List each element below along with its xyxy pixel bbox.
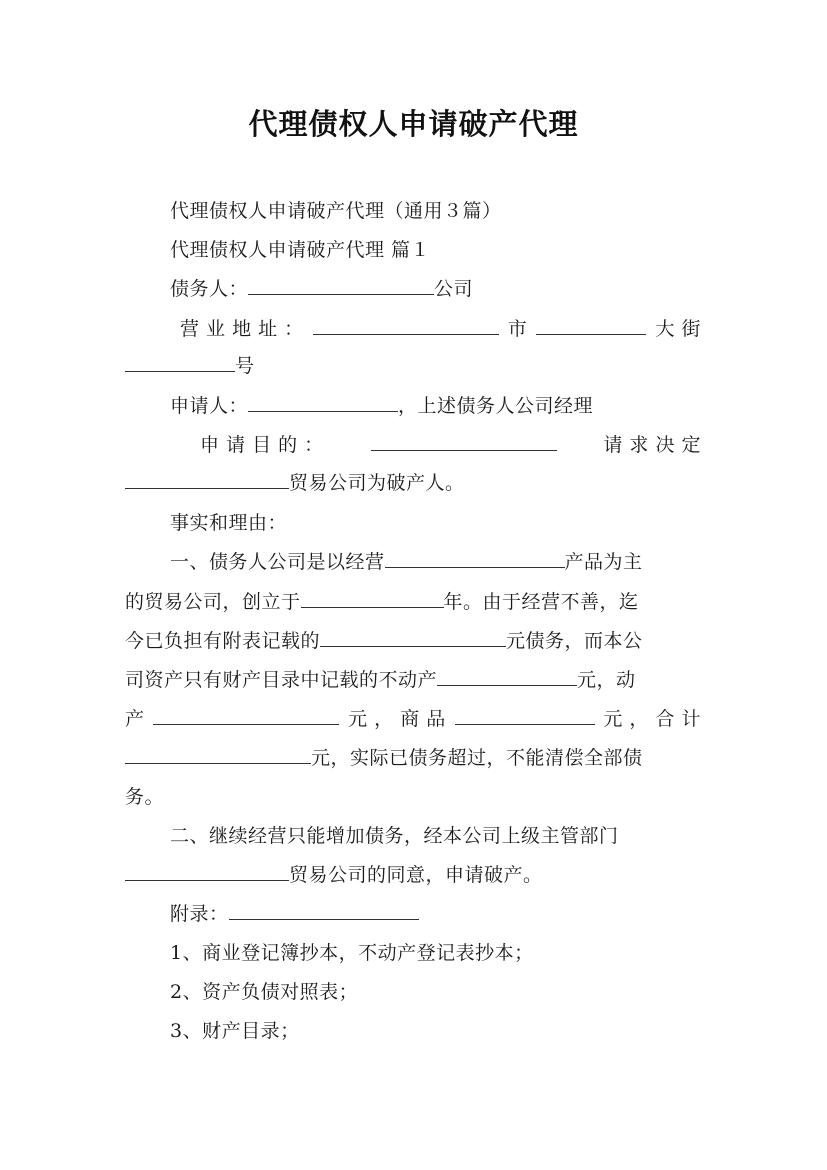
address-street: 大 街	[655, 318, 701, 340]
p1-l4-text: 司资产只有财产目录中记载的不动产	[125, 669, 438, 691]
p1-line-4	[125, 667, 636, 693]
p1-l5-end: 元 ， 合 计	[603, 708, 701, 730]
appendix-item-3: 3、财产目录；	[170, 1020, 300, 1042]
debtor-line	[170, 276, 473, 302]
address-blank-3	[125, 353, 235, 372]
debtor-blank	[248, 276, 434, 295]
purpose-blank-1	[371, 432, 557, 451]
address-label: 营 业 地 址 ：	[180, 318, 304, 340]
debtor-label: 债务人：	[170, 278, 249, 300]
p1-l3-end: 元债务，而本公	[506, 630, 643, 652]
p1-l6-text: 元，实际已债务超过，不能清偿全部债	[311, 747, 643, 769]
address-line	[180, 316, 701, 342]
p1-l1-end: 产品为主	[564, 551, 643, 573]
appendix-item-2: 2、资产负债对照表；	[170, 981, 359, 1003]
purpose-line	[200, 432, 701, 458]
debtor-suffix: 公司	[434, 278, 474, 300]
p1-l3-text: 今已负担有附表记载的	[125, 630, 321, 652]
facts-heading: 事实和理由：	[170, 512, 288, 534]
p1-blank-4	[437, 667, 577, 686]
address-blank-1	[313, 316, 499, 335]
purpose-end: 贸易公司为破产人。	[289, 472, 465, 494]
p1-line-7: 务。	[125, 786, 165, 808]
appendix-line	[170, 901, 419, 927]
p1-blank-6	[455, 706, 595, 725]
p1-line-2	[125, 589, 639, 615]
p1-line-1	[170, 549, 643, 575]
p1-blank-1	[385, 549, 565, 568]
p2-blank-1	[125, 862, 289, 881]
p1-l2-text: 的贸易公司，创立于	[125, 591, 301, 613]
p1-line-3	[125, 628, 643, 654]
purpose-line-2	[125, 470, 465, 496]
document-subtitle: 代理债权人申请破产代理（通用３篇）	[170, 200, 502, 222]
applicant-line	[170, 393, 593, 419]
address-blank-2	[536, 316, 646, 335]
applicant-blank	[248, 393, 398, 412]
p1-blank-2	[301, 589, 444, 608]
appendix-item-1: 1、商业登记簿抄本，不动产登记表抄本；	[170, 942, 534, 964]
address-city: 市	[507, 318, 528, 340]
applicant-suffix: ，上述债务人公司经理	[398, 395, 594, 417]
applicant-label: 申请人：	[170, 395, 249, 417]
p2-l2-text: 贸易公司的同意，申请破产。	[289, 864, 543, 886]
purpose-blank-2	[125, 470, 289, 489]
p1-blank-3	[320, 628, 506, 647]
p1-l4-end: 元，动	[577, 669, 636, 691]
p1-line-6	[125, 745, 643, 771]
p2-line-2	[125, 862, 543, 888]
address-number: 号	[235, 355, 255, 377]
document-title: 代理债权人申请破产代理	[248, 107, 579, 141]
p1-blank-7	[125, 745, 311, 764]
p1-l5-text: 产	[125, 708, 145, 730]
p1-blank-5	[153, 706, 339, 725]
address-line-2	[125, 353, 255, 379]
p1-line-5	[125, 706, 701, 732]
appendix-blank	[229, 901, 419, 920]
purpose-mid: 请 求 决 定	[603, 434, 701, 456]
purpose-label: 申 请 目 的 ：	[200, 434, 324, 456]
p2-line-1: 二、继续经营只能增加债务，经本公司上级主管部门	[170, 825, 619, 847]
p1-l2-end: 年。由于经营不善，迄	[443, 591, 639, 613]
p1-l5-mid: 元 ， 商 品	[348, 708, 446, 730]
section-heading: 代理债权人申请破产代理 篇１	[170, 239, 431, 261]
p1-l1-text: 一、债务人公司是以经营	[170, 551, 385, 573]
appendix-label: 附录：	[170, 903, 229, 925]
